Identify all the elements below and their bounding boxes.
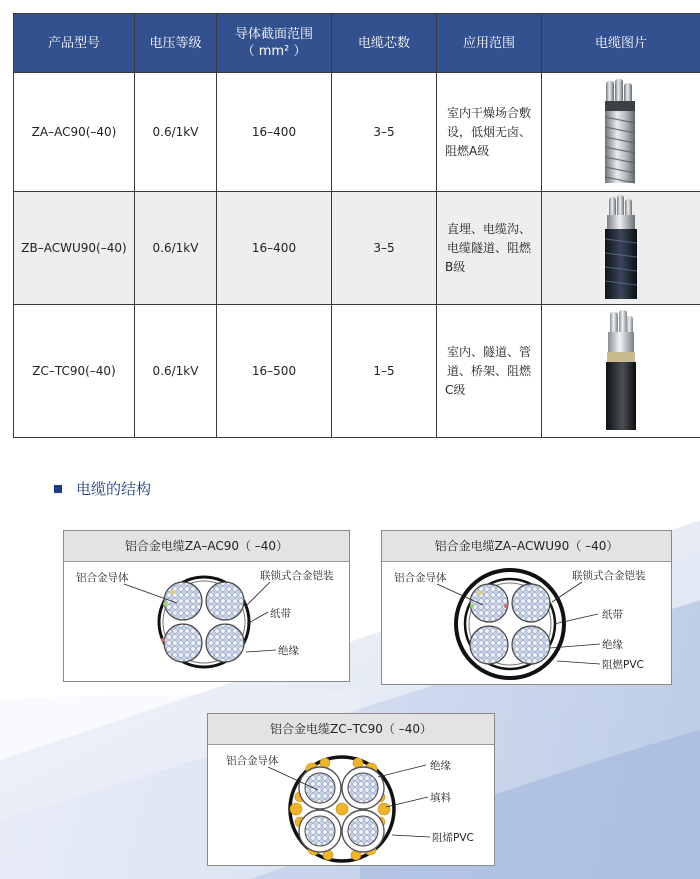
- label-insulation: 绝缘: [602, 639, 623, 651]
- product-spec-table: [13, 13, 700, 438]
- header-model: 产品型号: [14, 14, 135, 73]
- label-paper-tape: 纸带: [602, 609, 623, 621]
- label-pvc-sheath: 阻烯PVC: [432, 832, 474, 844]
- cell-cores: 1–5: [332, 305, 437, 438]
- structure-caption: 铝合金电缆ZA–AC90（ –40）: [64, 531, 349, 562]
- structure-box-za-ac90: [63, 530, 350, 682]
- label-armor: 联锁式合金铠装: [260, 570, 334, 582]
- label-paper-tape: 纸带: [270, 608, 291, 620]
- cable-photo-tray-cable: [596, 310, 646, 432]
- cell-voltage: 0.6/1kV: [135, 73, 217, 192]
- cross-section-diagram: [64, 562, 349, 681]
- header-section-title: 导体截面范围: [234, 27, 313, 42]
- header-voltage: 电压等级: [135, 14, 217, 73]
- cross-section-diagram: [208, 745, 494, 865]
- section-title: 电缆的结构: [76, 480, 152, 498]
- cell-cable-image: [542, 73, 700, 192]
- cell-voltage: 0.6/1kV: [135, 305, 217, 438]
- label-filler: 填料: [430, 792, 451, 804]
- bullet-square-icon: [54, 485, 62, 493]
- cell-section: 16–400: [217, 73, 332, 192]
- section-heading: [54, 478, 151, 499]
- structure-box-zc-tc90: [207, 713, 495, 866]
- label-insulation: 绝缘: [278, 645, 299, 657]
- cell-voltage: 0.6/1kV: [135, 192, 217, 305]
- cross-section-diagram: [382, 562, 671, 684]
- label-conductor: 铝合金导体: [394, 572, 447, 584]
- header-section-unit: （ mm² ）: [241, 44, 307, 59]
- cell-model: ZC–TC90(–40): [14, 305, 135, 438]
- cell-cable-image: [542, 192, 700, 305]
- table-row: [14, 305, 700, 438]
- cell-application: 直埋、电缆沟、电缆隧道、阻燃B级: [437, 192, 542, 305]
- cell-cable-image: [542, 305, 700, 438]
- label-conductor: 铝合金导体: [226, 755, 279, 767]
- cell-cores: 3–5: [332, 73, 437, 192]
- cell-model: ZA–AC90(–40): [14, 73, 135, 192]
- cable-photo-aluminum-armored: [596, 77, 646, 187]
- structure-caption: 铝合金电缆ZA–ACWU90（ –40）: [382, 531, 671, 562]
- header-section: [217, 14, 332, 73]
- structure-box-za-acwu90: [381, 530, 672, 685]
- header-cores: 电缆芯数: [332, 14, 437, 73]
- structure-caption: 铝合金电缆ZC–TC90（ –40）: [208, 714, 494, 745]
- label-insulation: 绝缘: [430, 760, 451, 772]
- table-row: [14, 192, 700, 305]
- header-application: 应用范围: [437, 14, 542, 73]
- label-conductor: 铝合金导体: [76, 572, 129, 584]
- label-armor: 联锁式合金铠装: [572, 570, 646, 582]
- header-image: 电缆图片: [542, 14, 700, 73]
- cell-section: 16–400: [217, 192, 332, 305]
- cell-cores: 3–5: [332, 192, 437, 305]
- cell-application: 室内、隧道、管道、桥架、阻燃C级: [437, 305, 542, 438]
- cell-section: 16–500: [217, 305, 332, 438]
- label-pvc-sheath: 阻燃PVC: [602, 659, 644, 671]
- cable-photo-pvc-sheathed: [596, 195, 646, 301]
- cell-application: 室内干燥场合敷设，低烟无卤、阻燃A级: [437, 73, 542, 192]
- table-header-row: [14, 14, 700, 73]
- table-row: [14, 73, 700, 192]
- cell-model: ZB–ACWU90(–40): [14, 192, 135, 305]
